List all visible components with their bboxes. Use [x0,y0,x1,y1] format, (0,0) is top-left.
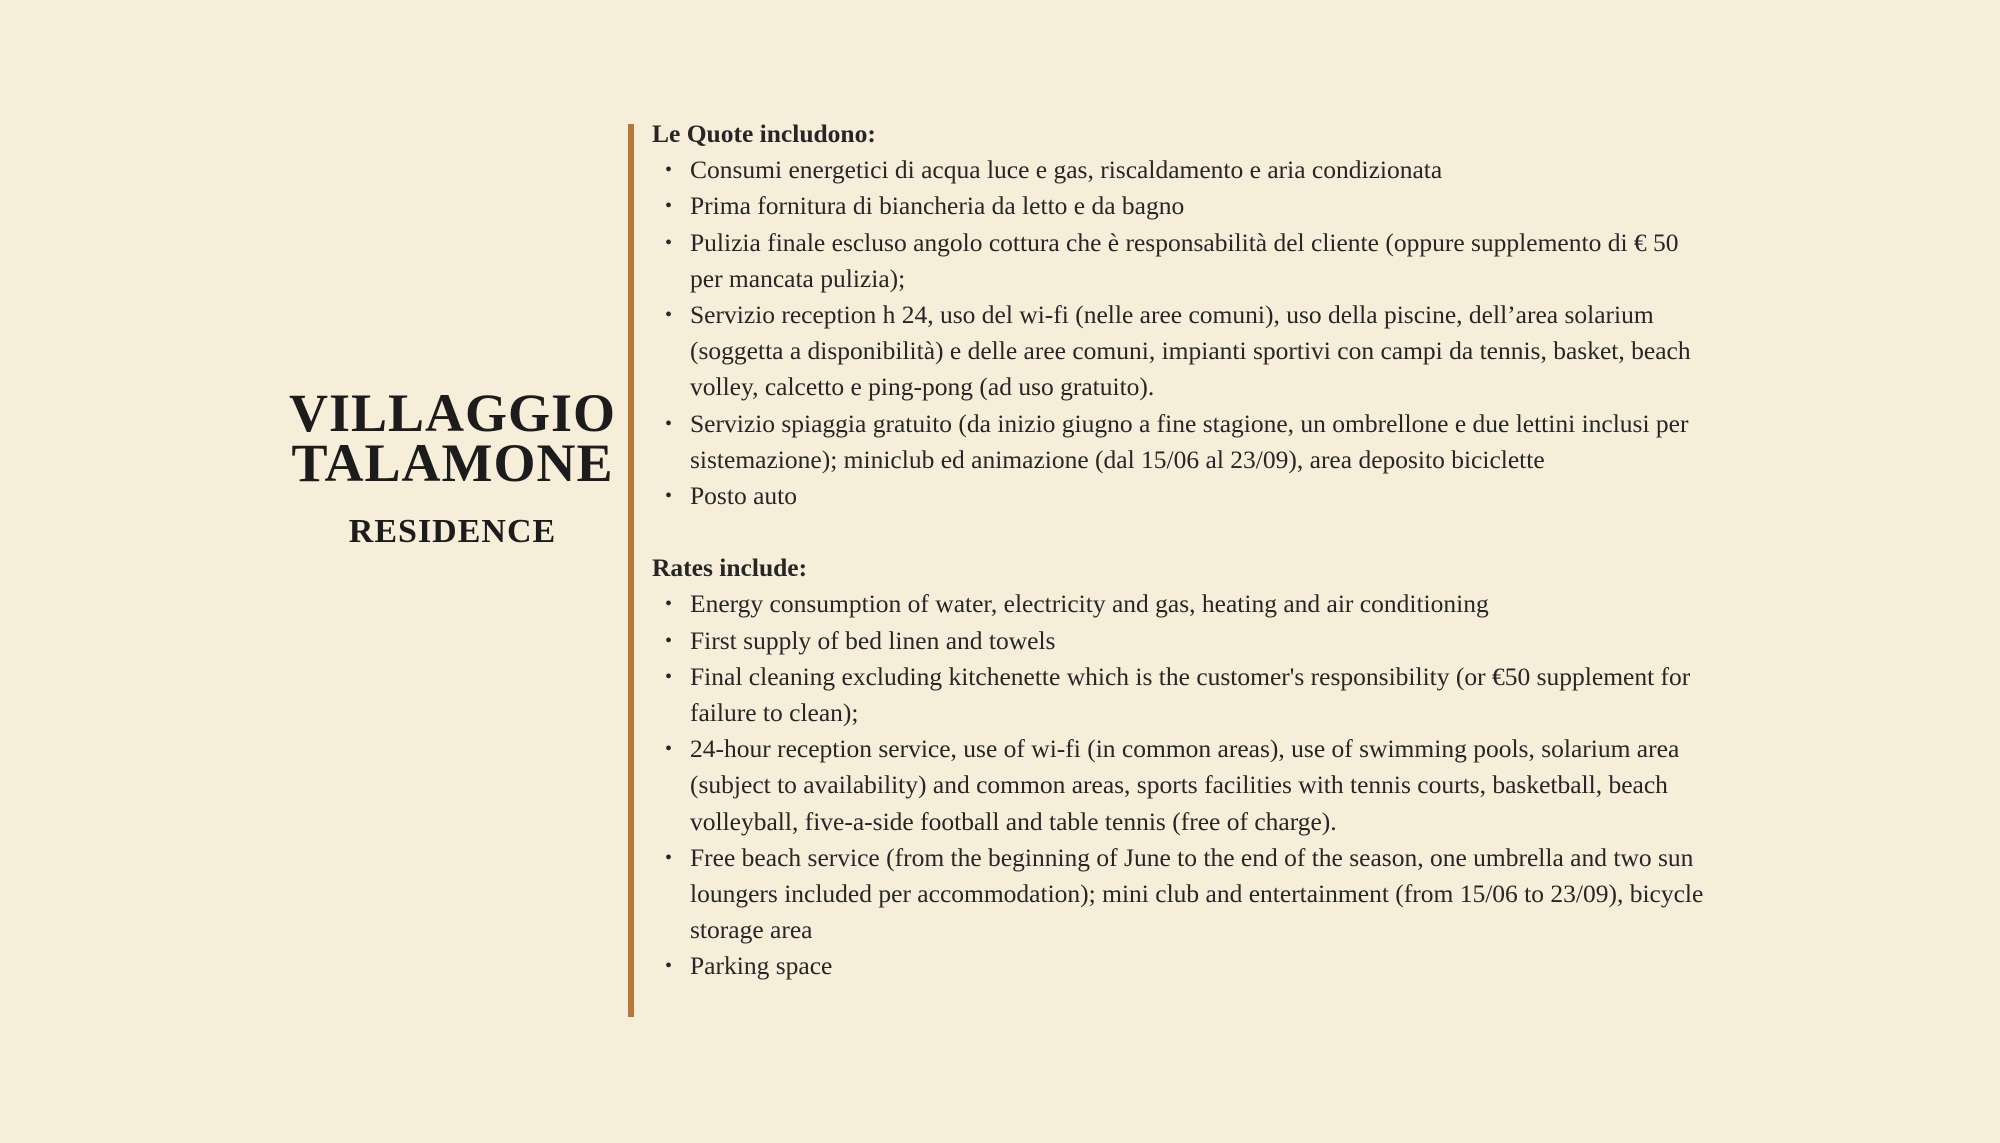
list-item [652,188,1712,224]
bullet-icon: • [665,195,673,218]
list-item-text: Servizio reception h 24, uso del wi-fi (nelle aree comuni), uso della piscine, dell’area solarium (soggetta a disponibilità) e delle aree comuni, impianti sportivi con campi da tennis, basket, beach volley, calcetto e ping-pong (ad uso gratuito). [690,300,1691,402]
vertical-divider [628,124,634,1017]
list-item-text: Energy consumption of water, electricity and gas, heating and air conditioning [690,589,1489,619]
list-item-text: Free beach service (from the beginning of June to the end of the season, one umbrella and two sun loungers included per accommodation); mini club and entertainment (from 15/06 to 23/09), bicycle storage area [690,842,1704,945]
list-item [652,152,1712,188]
list-item [652,478,1712,514]
brand-subtitle: RESIDENCE [348,513,557,550]
list-item-text: 24-hour reception service, use of wi-fi (in common areas), use of swimming pools, solarium area (subject to availability) and common areas, sports facilities with tennis courts, basketball, beach volleyball, five-a-side football and table tennis (free of charge). [690,734,1680,836]
bullet-icon: • [665,231,673,254]
list-item-text: Servizio spiaggia gratuito (da inizio giugno a fine stagione, un ombrellone e due lettini inclusi per sistemazione); miniclub ed animazione (dal 15/06 al 23/09), area deposito biciclette [690,408,1689,474]
list-item [652,225,1712,297]
bullet-icon: • [665,159,673,182]
list-item [652,659,1712,731]
list-item-text: Prima fornitura di biancheria da letto e da bagno [690,191,1185,221]
list-item [652,297,1712,406]
brand-title-line2: TALAMONE [291,433,614,493]
bullet-icon: • [665,485,673,508]
list-item-text: Final cleaning excluding kitchenette which is the customer's responsibility (or €50 supplement for failure to clean); [690,661,1691,728]
brand-block [270,383,635,552]
section-italian [652,116,1712,514]
section-heading-italian: Le Quote includono: [652,119,876,148]
bullet-icon: • [665,304,673,327]
list-item-text: Parking space [690,951,833,981]
brand-title-line1: VILLAGGIO [288,383,617,443]
list-english [652,586,1712,984]
list-item [652,586,1712,622]
bullet-icon: • [665,955,673,978]
list-item-text: Pulizia finale escluso angolo cottura che è responsabilità del cliente (oppure supplemento di € 50 per mancata pulizia); [690,227,1679,293]
list-item [652,623,1712,659]
rates-content [652,116,1712,985]
brand-title [270,383,635,493]
list-italian [652,152,1712,514]
list-item [652,731,1712,840]
section-heading-english: Rates include: [652,553,808,583]
list-item-text: First supply of bed linen and towels [690,625,1056,655]
bullet-icon: • [665,665,673,688]
bullet-icon: • [665,738,673,761]
list-item [652,840,1712,949]
list-item-text: Posto auto [690,481,797,511]
bullet-icon: • [665,593,673,616]
bullet-icon: • [665,846,673,869]
section-english [652,550,1712,984]
list-item-text: Consumi energetici di acqua luce e gas, riscaldamento e aria condizionata [690,155,1443,185]
list-item [652,948,1712,984]
bullet-icon: • [665,629,673,652]
bullet-icon: • [665,412,673,435]
list-item [652,406,1712,478]
